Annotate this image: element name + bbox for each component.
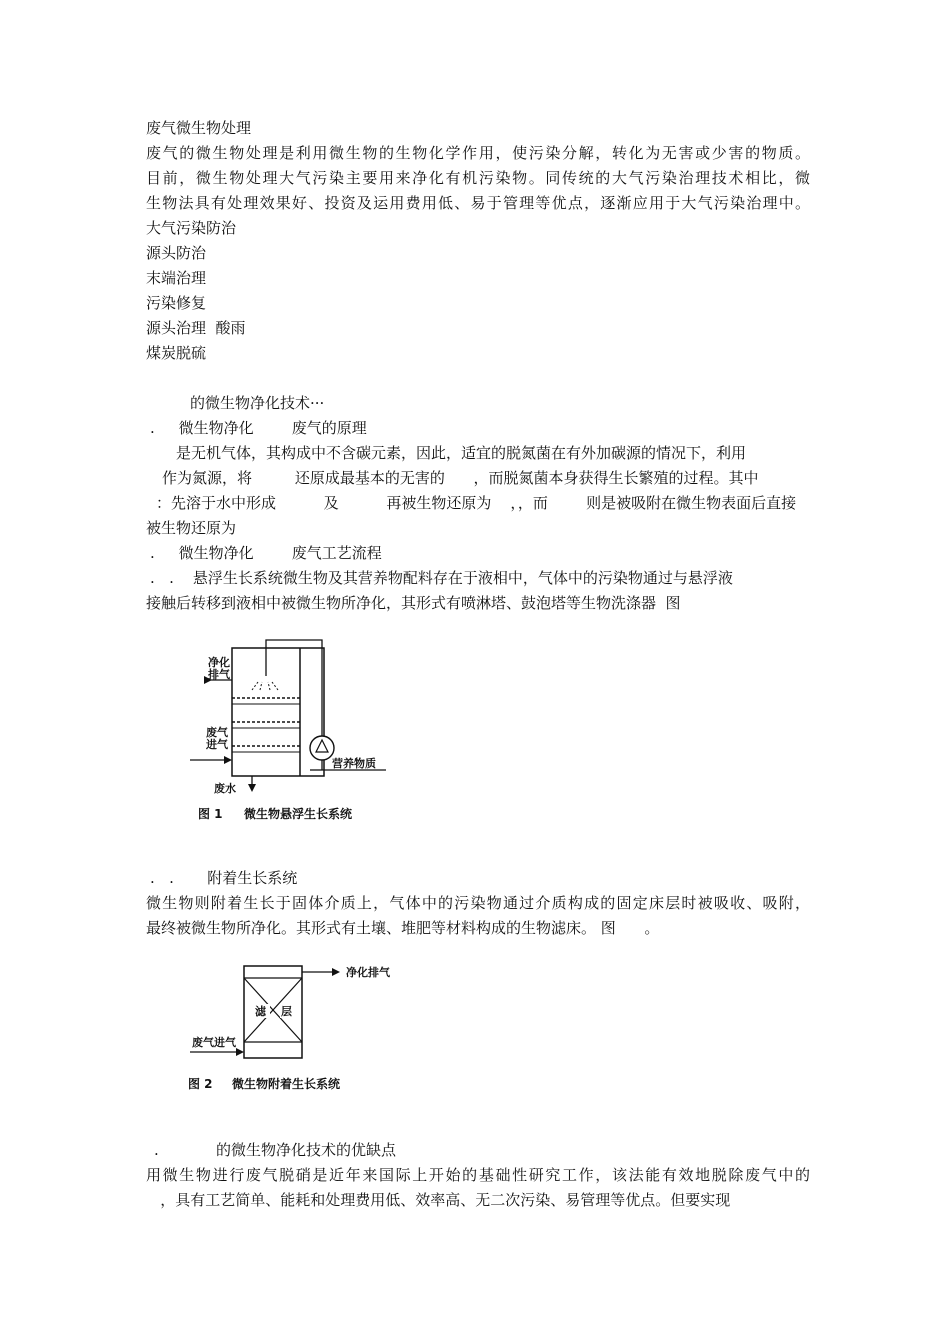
list-item: 煤炭脱硫 [146,344,207,362]
principle-line-3: ：先溶于水中形成 及 再被生物还原为 ，，而 则是被吸附在微生物表面后直接 [156,494,797,512]
wastewater-arrow-icon [248,784,256,792]
subsection-principle-heading: . 微生物净化 废气的原理 [150,419,367,437]
figure-1-inlet-label: 进气 [206,738,228,751]
scrubber-tower [232,648,324,776]
section-3-heading: . 的微生物净化技术的优缺点 [154,1141,396,1159]
figure-1-inlet-label: 废气 [206,726,228,739]
principle-line-2: 作为氮源，将 还原成最基本的无害的 ，而脱氮菌本身获得生长繁殖的过程。其中 [162,469,759,487]
outlet-arrow-icon [332,968,340,976]
list-item: 末端治理 [146,269,207,287]
advantages-line-1: 用微生物进行废气脱硝是近年来国际上开始的基础性研究工作，该法能有效地脱除废气中的 [146,1166,810,1184]
subsection-process-heading: . 微生物净化 废气工艺流程 [150,544,382,562]
figure-1-caption: 微生物悬浮生长系统 [244,807,353,821]
figure-2-caption-number: 图 2 [188,1077,213,1091]
figure-1-outlet-label: 净化 [208,656,230,669]
figure-2-caption: 微生物附着生长系统 [232,1077,341,1091]
advantages-line-2: ，具有工艺简单、能耗和处理费用低、效率高、无二次污染、易管理等优点。但要实现 [146,1191,731,1209]
suspended-line-2: 接触后转移到液相中被微生物所净化，其形式有喷淋塔、鼓泡塔等生物洗涤器 图 [146,594,681,612]
attached-heading: . . 附着生长系统 [150,869,298,887]
spray-icon [252,682,278,690]
intro-line-1: 废气的微生物处理是利用微生物的生物化学作用，使污染分解，转化为无害或少害的物质。 [146,144,810,162]
figure-1-caption-number: 图 1 [198,807,223,821]
figure-2-outlet-label: 净化排气 [346,966,390,979]
inlet-arrow-icon [236,1048,244,1056]
filter-bed-label: 层 [281,1005,292,1018]
section-1-heading: 的微生物净化技术··· [190,394,325,412]
figure-2-diagram [186,962,406,1097]
list-item: 源头治理 酸雨 [146,319,246,337]
figure-1-wastewater-label: 废水 [214,782,236,795]
figure-1-nutrient-label: 营养物质 [332,757,376,770]
intro-line-3: 生物法具有处理效果好、投资及运用费用低、易于管理等优点，逐渐应用于大气污染治理中。 [146,194,810,212]
inlet-arrow-icon [224,756,232,764]
attached-line-1: 微生物则附着生长于固体介质上，气体中的污染物通过介质构成的固定床层时被吸收、吸附， [146,894,810,912]
intro-line-2: 目前，微生物处理大气污染主要用来净化有机污染物。同传统的大气污染治理技术相比，微 [146,169,810,187]
attached-line-2: 最终被微生物所净化。其形式有土壤、堆肥等材料构成的生物滤床。 图 。 [146,919,660,937]
filter-bed-label: 滤 [255,1005,266,1018]
list-item: 大气污染防治 [146,219,237,237]
principle-line-4: 被生物还原为 [146,519,237,537]
principle-line-1: 是无机气体，其构成中不含碳元素，因此，适宜的脱氮菌在有外加碳源的情况下，利用 [176,444,747,462]
suspended-line-1: . . 悬浮生长系统微生物及其营养物配料存在于液相中，气体中的污染物通过与悬浮液 [150,569,733,587]
list-item: 污染修复 [146,294,207,312]
figure-1-outlet-label: 排气 [208,668,230,681]
figure-2-inlet-label: 废气进气 [192,1036,236,1049]
figure-1-diagram [186,636,416,831]
document-title: 废气微生物处理 [146,119,252,137]
list-item: 源头防治 [146,244,207,262]
